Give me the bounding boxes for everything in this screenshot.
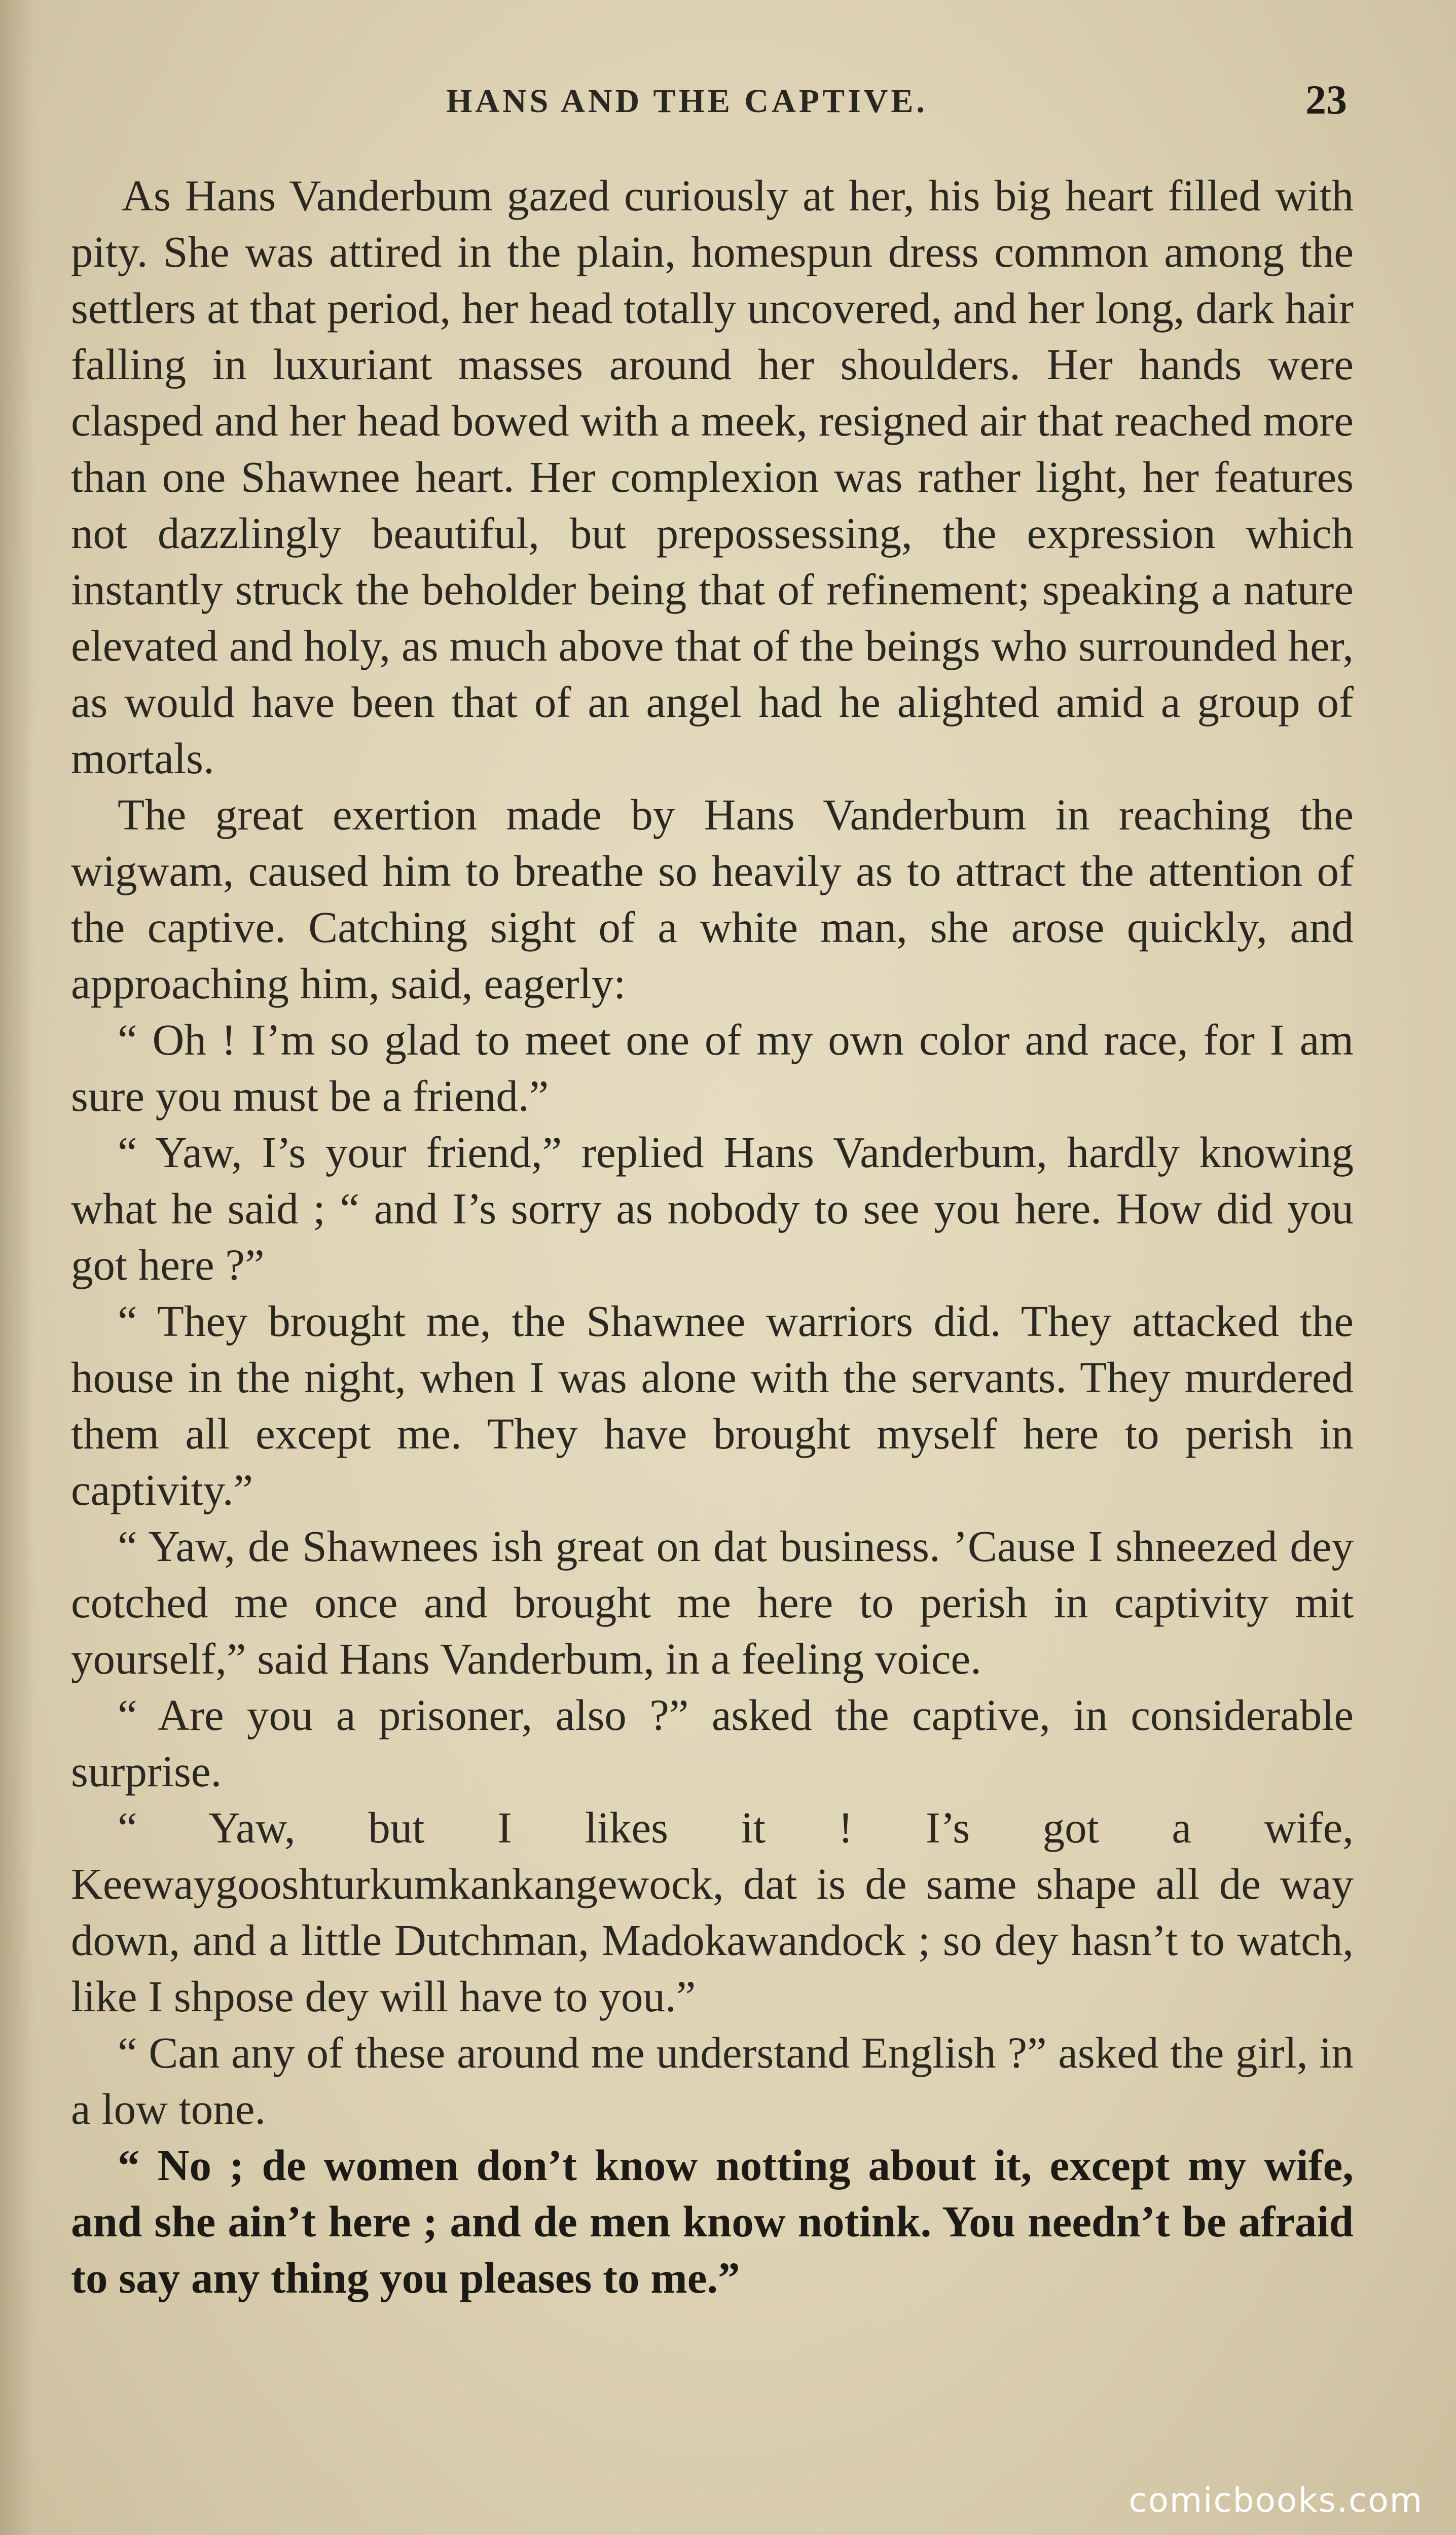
body-text (71, 167, 1354, 2306)
paragraph: “ They brought me, the Shawnee warriors did. They attacked the house in the night, when I was alone with the servants. They murdered them all except me. They have brought myself here to perish in captivity.” (71, 1296, 1354, 1514)
running-head (0, 76, 1456, 127)
paragraph: “ Are you a prisoner, also ?” asked the captive, in considerable surprise. (71, 1690, 1354, 1796)
paragraph: The great exertion made by Hans Vanderbum in reaching the wigwam, caused him to breathe so heavily as to attract the attention of the captive. Catching sight of a white man, she arose quickly, and approaching him, said, eagerly: (71, 790, 1354, 1008)
spine-shadow (0, 0, 35, 2535)
paragraph: “ No ; de women don’t know notting about it, except my wife, and she ain’t here ; and de men know notink. You needn’t be afraid to say any thing you pleases to me.” (71, 2141, 1354, 2302)
paragraph: “ Oh ! I’m so glad to meet one of my own color and race, for I am sure you must be a friend.” (71, 1015, 1354, 1120)
paragraph: “ Can any of these around me understand English ?” asked the girl, in a low tone. (71, 2028, 1354, 2133)
paragraph: As Hans Vanderbum gazed curiously at her, his big heart filled with pity. She was attired in the plain, homespun dress common among the settlers at that period, her head totally uncovered, and her long, dark hair falling in luxuriant masses around her shoulders. Her hands were clasped and her head bowed with a meek, resigned air that reached more than one Shawnee heart. Her complexion was rather light, her features not dazzlingly beautiful, but prepossessing, the expression which instantly struck the beholder being that of refinement; speaking a nature elevated and holy, as much above that of the beings who surrounded her, as would have been that of an angel had he alighted amid a group of mortals. (71, 171, 1354, 783)
watermark: comicbooks.com (1129, 2481, 1423, 2520)
paragraph: “ Yaw, de Shawnees ish great on dat business. ’Cause I shneezed dey cotched me once and brought me here to perish in captivity mit yourself,” said Hans Vanderbum, in a feeling voice. (71, 1522, 1354, 1683)
paragraph: “ Yaw, I’s your friend,” replied Hans Vanderbum, hardly knowing what he said ; “ and I’s sorry as nobody to see you here. How did you got here ?” (71, 1128, 1354, 1289)
page-number: 23 (1305, 77, 1347, 123)
running-title: HANS AND THE CAPTIVE. (446, 83, 928, 120)
paragraph: “ Yaw, but I likes it ! I’s got a wife, Keewaygooshturkumkankangewock, dat is de same shape all de way down, and a little Dutchman, Madokawandock ; so dey hasn’t to watch, like I shpose dey will have to you.” (71, 1803, 1354, 2021)
